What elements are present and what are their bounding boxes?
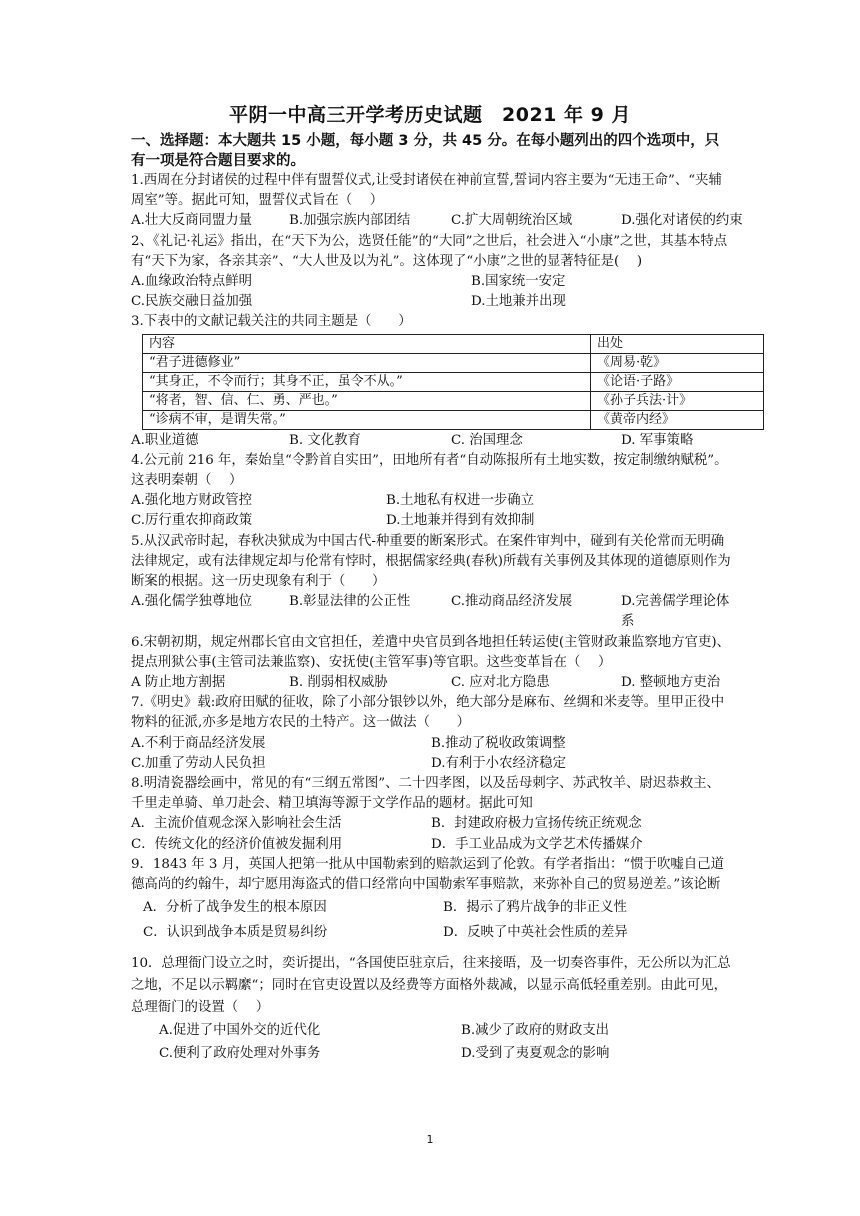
question-1-stem: 1.西周在分封诸侯的过程中伴有盟誓仪式,让受封诸侯在神前宣誓,誓词内容主要为“无违王命”、“夹辅周室”等。据此可知，盟誓仪式旨在（ ） (131, 173, 722, 209)
question-8-option-b: B．封建政府极力宣扬传统正统观念 (431, 816, 642, 832)
question-6-option-c: C. 应对北方隐患 (451, 675, 550, 691)
table-cell-content: “君子进德修业” (143, 353, 591, 372)
spacer (606, 491, 731, 511)
table-row (143, 391, 764, 410)
table-cell-content: “其身正，不令而行；其身不正，虽令不从。” (143, 372, 591, 391)
question-9-options (131, 895, 731, 945)
question-10-option-c: C.便利了政府处理对外事务 (159, 1046, 321, 1062)
question-6-stem: 6.宋朝初期，规定州郡长官由文官担任，差遣中央官员到各地担任转运使(主管财政兼监察地方官吏)、提点刑狱公事(主管司法兼监察)、安抚使(主管军事)等官职。这些变革旨在（ ） (131, 634, 731, 670)
question-9-option-a: A．分析了战争发生的根本原因 (143, 900, 327, 916)
question-10-option-d: D.受到了夷夏观念的影响 (461, 1046, 610, 1062)
question-7-option-b: B.推动了税收政策调整 (431, 735, 566, 751)
table-cell-source: 《周易·乾》 (591, 353, 764, 372)
table-cell-content: “将者，智、信、仁、勇、严也。” (143, 391, 591, 410)
question-5-option-a: A.强化儒学独尊地位 (131, 594, 253, 610)
section-heading: 一、选择题：本大题共 15 小题，每小题 3 分，共 45 分。在每小题列出的四个选项中，只有一项是符合题目要求的。 (131, 133, 720, 169)
question-4-stem: 4.公元前 216 年，秦始皇“令黔首自实田”，田地所有者“自动陈报所有土地实数，按定制缴纳赋税”。这表明秦朝（ ） (131, 452, 728, 489)
question-2-stem: 2、《礼记·礼运》指出，在“天下为公，选贤任能”的“大同”之世后，社会进入“小康”之世，其基本特点有“天下为家，各亲其亲”、“大人世及以为礼”。这体现了“小康”之世的显著特征是( ) (131, 233, 728, 269)
question-3-option-b: B. 文化教育 (289, 432, 361, 448)
table-row (143, 353, 764, 372)
question-9-option-b: B．揭示了鸦片战争的非正义性 (443, 900, 627, 916)
question-9-stem: 9．1843 年 3 月，英国人把第一批从中国勒索到的赔款运到了伦敦。有学者指出：“惯于吹嘘自己道德高尚的约翰牛，却宁愿用海盗式的借口经常向中国勒索军事赔款，来弥补自己的贸易逆差。”该论断 (131, 856, 724, 893)
question-10-option-a: A.促进了中国外交的近代化 (159, 1023, 321, 1039)
question-5-options (131, 592, 731, 632)
table-cell-source: 《黄帝内经》 (591, 410, 764, 429)
question-8-option-c: C．传统文化的经济价值被发掘利用 (131, 836, 343, 852)
question-1-option-b: B.加强宗族内部团结 (289, 213, 411, 229)
question-1-option-d: D.强化对诸侯的约束 (621, 213, 743, 229)
question-4-option-a: A.强化地方财政管控 (131, 493, 253, 509)
question-4-option-d: D.土地兼并得到有效抑制 (386, 513, 535, 529)
table-row (143, 372, 764, 391)
question-9-option-c: C．认识到战争本质是贸易纠纷 (143, 925, 328, 941)
question-4-option-c: C.厉行重农抑商政策 (131, 513, 253, 529)
question-5-option-c: C.推动商品经济发展 (451, 594, 573, 610)
question-6-option-b: B. 削弱相权威胁 (289, 675, 388, 691)
table-cell-source: 《孙子兵法·计》 (591, 391, 764, 410)
question-1-options (131, 211, 743, 231)
question-5-option-b: B.彰显法律的公正性 (289, 594, 411, 610)
question-2-option-d: D.土地兼并出现 (471, 294, 566, 310)
question-3-option-d: D. 军事策略 (621, 432, 694, 448)
question-6-option-d: D. 整顿地方吏治 (621, 675, 721, 691)
question-6-options (131, 673, 731, 693)
table-header-row (143, 334, 764, 353)
question-5-stem: 5.从汉武帝时起，春秋决狱成为中国古代-种重要的断案形式。在案件审判中，碰到有关伦常而无明确法律规定，或有法律规定却与伦常有悖时，根据儒家经典(春秋)所载有关事例及其体现的道德原则作为断案的根据。这一历史现象有利于（ ） (131, 533, 731, 590)
question-4-options (131, 491, 731, 531)
question-7-options (131, 734, 731, 774)
question-3-options (131, 431, 731, 451)
question-8-options (131, 814, 731, 854)
question-7-stem: 7.《明史》载:政府田赋的征收，除了小部分银钞以外，绝大部分是麻布、丝绸和米麦等。里甲正役中物料的征派,亦多是地方农民的土特产。这一做法（ ） (131, 695, 725, 731)
question-8-option-a: A．主流价值观念深入影响社会生活 (131, 816, 342, 832)
table-cell-source: 《论语·子路》 (591, 372, 764, 391)
question-10-stem: 10．总理衙门设立之时，奕䜣提出，“各国使臣驻京后，往来接晤，及一切奏咨事件，无公所以为汇总之地，不足以示羁縻“；同时在官吏设置以及经费等方面格外裁减，以显示高低轻重差别。由此可见，总理衙门的设置（ ） (131, 956, 731, 1016)
table-row (143, 410, 764, 429)
table-header-content: 内容 (143, 334, 591, 353)
question-2-options (131, 272, 731, 312)
question-3-stem: 3.下表中的文献记载关注的共同主题是（ ） (131, 314, 412, 330)
question-2-option-b: B.国家统一安定 (471, 274, 566, 290)
question-3-option-a: A.职业道德 (131, 432, 199, 448)
question-7-option-d: D.有利于小农经济稳定 (431, 755, 567, 771)
exam-title: 平阴一中高三开学考历史试题 2021 年 9 月 (229, 104, 631, 126)
question-8-option-d: D．手工业品成为文学艺术传播媒介 (431, 836, 643, 852)
question-2-option-a: A.血缘政治特点鲜明 (131, 274, 253, 290)
question-3-option-c: C. 治国理念 (451, 432, 523, 448)
page-number: 1 (426, 1133, 434, 1146)
questions-body (131, 171, 743, 1065)
question-5-option-d: D.完善儒学理论体系 (621, 594, 730, 630)
question-8-stem: 8.明清瓷器绘画中，常见的有“三纲五常图”、二十四孝图，以及岳母刺字、苏武牧羊、尉迟恭救主、千里走单骑、单刀赴会、精卫填海等源于文学作品的题材。据此可知 (131, 776, 720, 812)
question-10-options (131, 1019, 731, 1065)
table-cell-content: “诊病不审，是谓失常。” (143, 410, 591, 429)
question-1-option-c: C.扩大周朝统治区域 (451, 213, 573, 229)
question-2-option-c: C.民族交融日益加强 (131, 294, 253, 310)
question-10-option-b: B.减少了政府的财政支出 (461, 1023, 610, 1039)
question-7-option-a: A.不利于商品经济发展 (131, 735, 266, 751)
question-6-option-a: A 防止地方割据 (131, 675, 226, 691)
question-9-option-d: D．反映了中英社会性质的差异 (443, 925, 628, 941)
question-4-option-b: B.土地私有权进一步确立 (386, 493, 535, 509)
table-header-source: 出处 (591, 334, 764, 353)
question-1-option-a: A.壮大反商同盟力量 (131, 213, 253, 229)
question-3-table (142, 334, 764, 430)
question-7-option-c: C.加重了劳动人民负担 (131, 755, 266, 771)
